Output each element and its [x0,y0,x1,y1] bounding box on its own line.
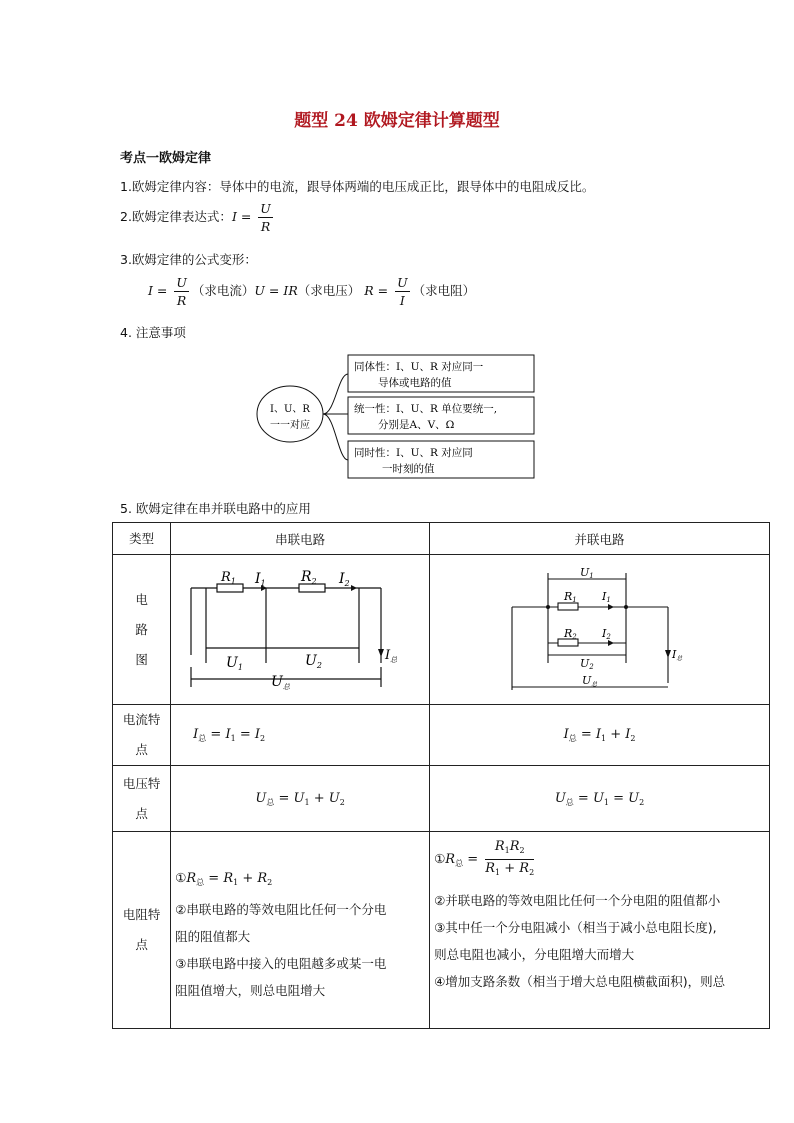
item-3: 3.欧姆定律的公式变形： [120,252,257,267]
parallel-resist-point3: ③其中任一个分电阻减小（相当于减小总电阻长度), [434,920,717,935]
row-voltage [113,766,770,832]
note-box3-line2: 一时刻的值 [382,463,435,475]
note-box3-line1: 同时性：I、U、R 对应同 [354,447,473,459]
page-title: 题型 24 欧姆定律计算题型 [294,111,500,131]
row-current [113,705,770,766]
series-circuit-diagram [171,555,427,701]
header-parallel: 并联电路 [430,523,770,555]
series-i1: $I_1$ [255,571,266,588]
series-u-total: $U_总$ [271,674,290,691]
series-resistance-cell [171,832,430,1029]
parallel-resist-point3b: 则总电阻也减小，分电阻增大而增大 [434,947,635,962]
item-2 [120,200,276,235]
par-u-total: U总 [582,674,598,688]
series-resist-point3: ③串联电路中接入的电阻越多或某一电 [175,956,387,971]
item-4: 4. 注意事项 [120,325,186,340]
par-r1: R1 [564,590,577,604]
parallel-circuit-diagram [430,555,767,701]
series-i2: $I_2$ [339,571,350,588]
parallel-resist-point2: ②并联电路的等效电阻比任何一个分电阻的阻值都小 [434,893,721,908]
par-i-total: I总 [672,648,683,662]
parallel-circuit-cell [430,555,770,705]
par-u2: U2 [580,657,594,671]
series-voltage-formula: $U_总 = U_1 + U_2$ [171,766,430,832]
find-resistance-label: （求电阻） [412,283,476,298]
item-1: 1.欧姆定律内容：导体中的电流，跟导体两端的电压成正比，跟导体中的电阻成反比。 [120,179,595,194]
row-current-label: 电流特 点 [113,705,171,766]
ohm-formula: I = $\frac{U}{R}$ [231,201,271,234]
table-header-row [113,523,770,555]
series-resist-point3b: 阻阻值增大，则总电阻增大 [175,983,326,998]
series-r1: $R_1$ [221,570,237,586]
notes-center-bottom: 一一对应 [270,420,310,431]
find-current-label: （求电流） [191,283,255,298]
series-u2: $U_2$ [305,653,323,670]
header-series: 串联电路 [171,523,430,555]
notes-diagram [250,350,550,485]
formula-variants [148,274,475,309]
series-i-total: $I_总$ [385,648,398,664]
par-i1: I1 [602,590,611,604]
row-circuit [113,555,770,705]
item-5: 5. 欧姆定律在串并联电路中的应用 [120,501,311,516]
note-box1-line2: 导体或电路的值 [378,377,452,389]
parallel-current-formula: $I_总 = I_1 + I_2$ [430,705,770,766]
formula-voltage: U = IR [254,283,298,298]
row-circuit-label: 电 路 图 [113,555,171,705]
formula-resistance: R = $\frac{U}{I}$ [364,275,408,308]
series-r2: $R_2$ [301,569,317,586]
comparison-table [112,522,770,1029]
parallel-voltage-formula: $U_总 = U_1 = U_2$ [430,766,770,832]
note-box1-line1: 同体性：I、U、R 对应同一 [354,361,484,373]
series-circuit-cell [171,555,430,705]
formula-current: I = $\frac{U}{R}$ [148,275,187,308]
series-resist-point2b: 阻的阻值都大 [175,929,251,944]
series-u1: $U_1$ [226,655,244,672]
parallel-resistance-cell [430,832,770,1029]
par-i2: I2 [602,627,611,641]
series-current-formula: $I_总 = I_1 = I_2$ [171,705,430,766]
par-r2: R2 [564,627,577,641]
item-2-label: 2.欧姆定律表达式： [120,209,232,224]
row-resistance [113,832,770,1029]
parallel-resist-point4: ④增加支路条数（相当于增大总电阻横截面积)，则总 [434,974,726,989]
row-resistance-label: 电阻特 点 [113,832,171,1029]
row-voltage-label: 电压特 点 [113,766,171,832]
parallel-resist-formula: $①R_总$ = $\frac{R_1R_2}{R_1 + R_2}$ [434,839,535,877]
note-box2-line2: 分别是A、V、Ω [378,419,455,431]
series-resist-formula: $①R_总 = R_1 + R_2$ [175,870,273,887]
par-u1: U1 [580,566,594,580]
note-box2-line1: 统一性：I、U、R 单位要统一, [354,403,498,415]
find-voltage-label: （求电压） [297,283,361,298]
section-heading: 考点一欧姆定律 [120,151,212,166]
notes-center-top: I、U、R [270,404,310,415]
series-resist-point2: ②串联电路的等效电阻比任何一个分电 [175,902,387,917]
header-type: 类型 [113,523,171,555]
